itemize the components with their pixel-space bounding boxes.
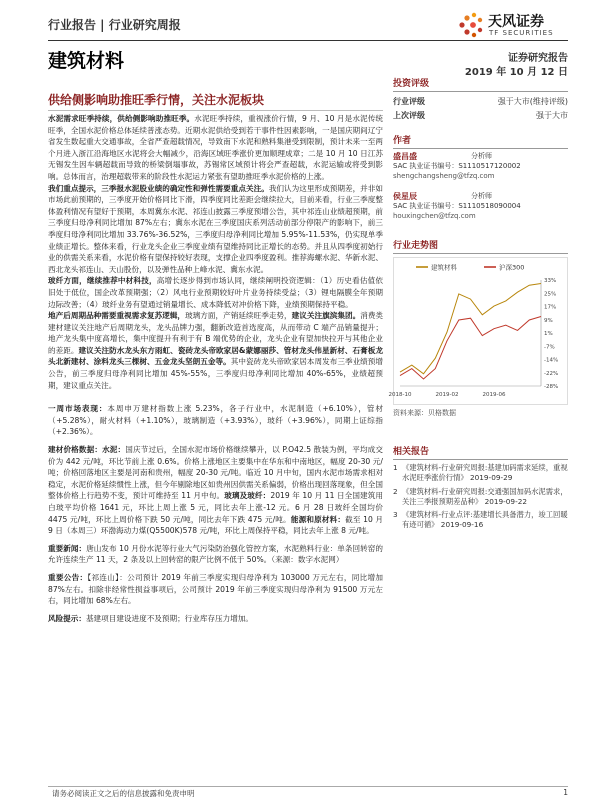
page-header xyxy=(48,10,568,40)
author-role: 分析师 xyxy=(471,152,492,160)
main-body xyxy=(48,113,383,624)
y-tick-label: -14% xyxy=(544,357,559,364)
legend-label: 沪深300 xyxy=(499,263,525,272)
bold-text: 地产后周期品种需要重视需求复苏逻辑， xyxy=(48,311,186,321)
x-tick-label: 2019-02 xyxy=(435,392,459,398)
y-tick-label: 17% xyxy=(544,304,557,311)
rating-row xyxy=(393,109,568,123)
report-type: 证券研究报告 xyxy=(508,53,568,64)
title-divider xyxy=(48,110,383,111)
trend-chart-svg xyxy=(388,258,567,404)
page-number: 1 xyxy=(563,788,568,797)
body-paragraph xyxy=(48,543,383,566)
bold-text: 一周市场表现： xyxy=(48,404,108,414)
related-report-number: 3 xyxy=(393,510,398,520)
logo-dots-icon xyxy=(458,12,484,38)
rating-key: 行业评级 xyxy=(393,97,425,106)
related-reports xyxy=(393,463,568,531)
y-tick-label: -28% xyxy=(544,384,559,390)
legend-label: 建筑材料 xyxy=(431,263,457,272)
body-text: 本周申万建材指数上涨 5.23%，各子行业中，水泥制造（+6.10%），管材（+5.28%），耐火材料（+1.10%），玻璃制造（+3.93%），玻纤（+3.96%），同期上证综指（+2.36%）。 xyxy=(48,404,383,437)
rating-heading: 投资评级 xyxy=(393,76,568,92)
related-report-item[interactable] xyxy=(393,510,568,531)
body-text: 基建项目建设进度不及预期；行业库存压力增加。 xyxy=(85,613,254,623)
x-tick-label: 2019-06 xyxy=(482,392,506,398)
disclaimer-note: 请务必阅读正文之后的信息披露和免责申明 xyxy=(52,789,195,798)
bold-text: 重要公告： xyxy=(48,572,88,582)
author-email[interactable]: shengchangsheng@tfzq.com xyxy=(393,172,495,180)
series-line-2 xyxy=(400,317,541,380)
x-tick-label: 2018-10 xyxy=(388,392,412,398)
rating-value: 强于大市 xyxy=(536,111,568,120)
body-paragraph xyxy=(48,403,383,438)
logo-text: 天风证券 xyxy=(488,14,544,30)
body-text: 截至 10 月 9 日（本周三）环渤海动力煤(Q5500K)578 元/吨，环比上周保持平稳，同比去年上涨 8 元/吨。 xyxy=(48,514,384,536)
related-report-title: 《建筑材料-行业研究周报:基建加码需求延续，重视水泥旺季涨价行情》 2019-09-29 xyxy=(402,463,568,483)
header-divider xyxy=(48,40,568,41)
bold-text: 重要新闻： xyxy=(48,543,87,553)
body-text: 其中瓷砖龙头帝欧家居本周发布三季业绩预增公告，前三季度归母净利同比增加 45%-55%，三季度归母净利同比增加 40%-65%，业绩超预期，建议重点关注。 xyxy=(48,357,384,390)
y-tick-label: -7% xyxy=(544,344,555,351)
bold-text: 水泥需求旺季持续，供给侧影响助推旺季。 xyxy=(48,114,195,123)
bold-text: 玻璃及玻纤： xyxy=(224,491,271,501)
related-report-item[interactable] xyxy=(393,487,568,508)
y-tick-label: -22% xyxy=(544,370,559,377)
footer-divider xyxy=(48,786,568,787)
authors-heading: 作者 xyxy=(393,133,568,149)
body-paragraph xyxy=(48,613,383,625)
industry-name: 建筑材料 xyxy=(48,50,125,72)
company-logo xyxy=(458,10,568,40)
body-text: 【祁连山】：公司预计 2019 年前三季度实现归母净利为 103000 万元左右，同比增加 87%左右。扣除非经常性损益事项后，公司预计 2019 年前三季度实现归母净利为 91500 万元左右，同比增加 68%左右。 xyxy=(48,572,384,606)
rating-value: 强于大市(维持评级) xyxy=(497,97,568,106)
trend-chart xyxy=(388,257,568,405)
body-paragraph xyxy=(48,113,383,183)
bold-text: 玻纤方面，继续推荐中材科技， xyxy=(48,276,157,286)
y-tick-label: 1% xyxy=(544,331,553,337)
author-name: 侯星辰 xyxy=(393,192,417,201)
bold-text: 建议关注防水龙头东方雨虹、瓷砖龙头帝欧家居&蒙娜丽莎、管材龙头伟星新材、石膏板龙头北新建材、涂料龙头三棵树、五金龙头坚朗五金等。 xyxy=(48,345,383,367)
author-email[interactable]: houxingchen@tfzq.com xyxy=(393,212,476,220)
bold-text: 我们重点提示，三季报水泥股业绩的确定性和弹性需要重点关注。 xyxy=(48,183,269,193)
author-name: 盛昌盛 xyxy=(393,152,417,161)
author-sac: SAC 执业证书编号：S1110518090004 xyxy=(393,202,521,210)
y-tick-label: 9% xyxy=(544,317,553,324)
body-paragraph xyxy=(48,310,383,391)
author-card xyxy=(393,152,568,192)
body-paragraph xyxy=(48,444,383,537)
report-date: 2019 年 10 月 12 日 xyxy=(464,67,568,78)
related-report-title: 《建筑材料-行业研究周报:交通强国加码水泥需求，关注三季报预期差品种》 2019-09-22 xyxy=(402,486,568,506)
bold-text: 建材价格数据：水泥： xyxy=(48,445,126,455)
author-sac: SAC 执业证书编号：S1110517120002 xyxy=(393,162,521,170)
logo-english: TF SECURITIES xyxy=(489,29,554,37)
related-report-number: 1 xyxy=(393,463,398,472)
rating-row xyxy=(393,95,568,109)
body-text: 2019 年 10 月 11 日全国建筑用白玻平均价格 1641 元，环比上周上涨 5 元，同比去年上涨-12 元。6 月 28 日玻纤全国均价 4475 元/吨，环比上周价格下跌 50 元/吨，同比去年下跌 475 元/吨。 xyxy=(48,491,383,524)
body-text: 高增长逐步得到市场认同，继续阐明投资逻辑：（1）历史看估值依旧处于低位，国企改革预期强；（2）风电行业预期较好叶片业务持续受益；（3）锂电隔膜全年预期边际改善；（4）玻纤业务有望通过销量增长、成本降低对冲价格下降，业绩预期保持平稳。 xyxy=(48,276,383,309)
body-paragraph xyxy=(48,275,383,310)
related-report-number: 2 xyxy=(393,486,398,496)
body-text: 国庆节过后，全国水泥市场价格继续攀升，以 P.O42.5 散装为例，平均成交价为 442 元/吨，环比节前上涨 0.6%。价格上涨地区主要集中在华东和中南地区，幅度 20-30 元/吨；价格回落地区主要是河南和贵州，幅度 20-30 元/吨。临近 10 月中旬，国内水泥市场需求相对稳定，水泥价格延续惯性上涨，但今年剔除地区如贵州因供需关系偏弱，价格出现回落现象，但全国整体价格上行趋势不变，预计可维持至 11 月中旬。 xyxy=(48,445,383,501)
bold-text: 风险提示： xyxy=(48,613,86,623)
bold-text: 能源和原材料： xyxy=(290,514,346,524)
bold-text: 建议关注旗滨集团。 xyxy=(291,311,361,321)
y-tick-label: 33% xyxy=(544,278,557,284)
chart-source: 资料来源：贝格数据 xyxy=(393,409,456,417)
y-tick-label: 25% xyxy=(544,291,557,298)
body-paragraph xyxy=(48,183,383,276)
author-role: 分析师 xyxy=(471,192,492,200)
body-text: 我们认为这里形成预期差，并非如市场此前预期的，三季度开始价格同比下滑，四季度同比差距会继续拉大，目前来看，行业三季度整体盈利情况有望好于预期，本周冀东水泥、祁连山披露三季度预增公告，其中祁连山业绩超预期，前三季度归母净利同比增加 87%左右；冀东水泥在三季度国庆系列活动前部分停限产的影响下，前三季度归母净利同比增加 33.76%-36.52%，三季度归母净利同比增加 5.95%-11.53%，仍实现单季业绩正增长。整体来看，行业龙头企业三季度业绩有望维持同比正增长的态势。并且从四季度初始行业的供需关系来看，水泥价格有望保持较好表现，支撑企业四季度盈利。推荐海螺水泥、华新水泥、西北龙头祁连山、天山股份，以及弹性品种上峰水泥、冀东水泥。 xyxy=(48,183,384,274)
related-report-item[interactable] xyxy=(393,463,568,484)
trend-heading: 行业走势图 xyxy=(393,238,568,254)
related-report-title: 《建筑材料-行业点评:基建增长具备潜力，竣工回暖有迹可循》 2019-09-16 xyxy=(402,510,568,530)
rating-key: 上次评级 xyxy=(393,111,425,120)
body-text: 水泥旺季持续，重视涨价行情，9 月、10 月是水泥传统旺季，全国水泥价格总体延续普涨态势。近期水泥供给受到若干事件性因素影响，一是国庆期间辽宁省发生数起重大交通事故，全省严查超载情况，导致南下水泥和熟料集港受到限制，预计未来一至两个月进入浙江沿海地区水泥将会大幅减少，沿海区域旺季涨价更加顺理成章；二是 10 月 10 日江苏无锡发生因车辆超载而导致的桥梁倒塌事故，苏锡常区域预计将会严查超载，水泥运输或将受到影响。总体而言，治理超载带来的阶段性水泥运力紧张有望助推旺季水泥价格的上涨。 xyxy=(48,114,384,181)
body-text: 消费类建材建议关注地产后周期龙头，龙头品牌力强，翻新改造首选度高，从而带动 C 端产品销量提升；地产龙头集中度高增长，集中度提升有利于有 B 端优势的企业，龙头企业有望加快拉开与其他企业的差距。 xyxy=(48,311,384,355)
body-text: 唐山发布 10 月份水泥等行业大气污染防治强化管控方案，水泥熟料行业：单条回转窑的允许连续生产 11 天，2 条及以上回转窑的限产比例不低于 50%。（来源：数字水泥网） xyxy=(48,543,383,565)
report-title: 供给侧影响助推旺季行情，关注水泥板块 xyxy=(48,93,265,107)
body-text: 玻璃方面，产销延续旺季走势， xyxy=(185,311,292,321)
body-paragraph xyxy=(48,572,383,607)
report-category: 行业报告 | 行业研究周报 xyxy=(48,18,181,32)
related-heading: 相关报告 xyxy=(393,444,568,460)
author-card xyxy=(393,192,568,232)
sidebar xyxy=(388,76,568,534)
